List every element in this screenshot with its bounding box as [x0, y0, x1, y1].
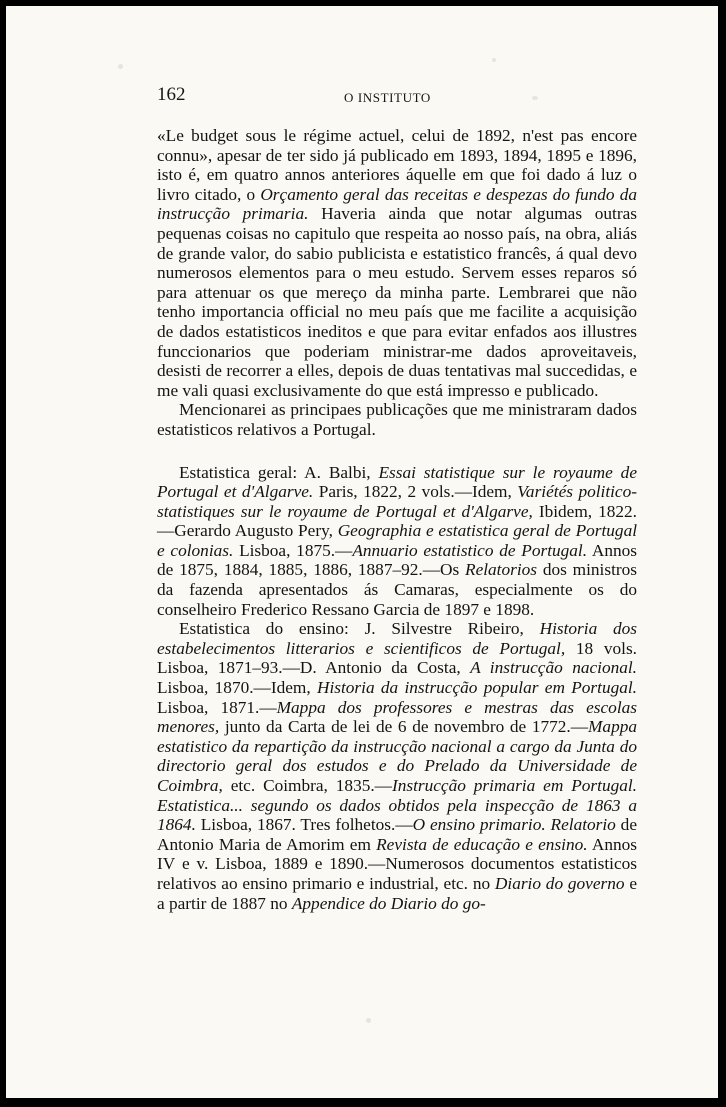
italic-title: Relatorios: [465, 560, 538, 580]
italic-title: Mappa dos professores e mestras das escolas menores,: [157, 697, 637, 737]
text-run: Estatistica geral: A. Balbi,: [179, 462, 379, 482]
italic-title: Mappa estatistico da repartição da instrucção nacional a cargo da Junta do directorio geral dos estudos e do Prelado da Universidade de Coimbra,: [157, 717, 637, 795]
text-run: Mencionarei as principaes publicações que me ministraram dados estatisticos relativos a Portugal.: [157, 400, 637, 439]
text-run: Ibidem, 1822.—Gerardo Augusto Pery,: [157, 501, 637, 541]
running-head: O INSTITUTO: [344, 90, 431, 105]
text-run: Lisboa, 1871.—: [157, 697, 277, 717]
book-page: [6, 6, 718, 1098]
italic-title: A instrucção nacional.: [470, 658, 637, 678]
italic-title: Historia da instrucção popular em Portugal.: [316, 678, 637, 698]
page-header: [157, 84, 637, 110]
text-run: etc. Coimbra, 1835.—: [222, 776, 392, 795]
italic-title: Instrucção primaria em Portugal. Estatistica... segundo os dados obtidos pela inspecção de 1863 a 1864.: [157, 776, 637, 835]
text-run: Lisboa, 1875.—: [233, 540, 353, 560]
paragraph-estatistica-geral: [157, 463, 637, 620]
text-run: 18 vols. Lisboa, 1871–93.—D. Antonio da Costa,: [157, 638, 637, 678]
roman-numeral: IV: [157, 854, 176, 874]
paragraph-publications-intro: [157, 400, 637, 439]
text-run: Paris, 1822, 2 vols.—Idem,: [313, 482, 518, 502]
italic-title: Historia dos estabelecimentos litterarios e scientificos de Portugal,: [157, 619, 637, 658]
italic-title: Geographia e estatistica geral de Portugal e colonias.: [157, 521, 638, 560]
italic-title: Diario do governo: [494, 873, 625, 893]
italic-title: Orçamento geral das receitas e despezas do fundo da instrucção primaria.: [157, 184, 637, 224]
italic-title: Appendice do Diario do go-: [291, 893, 486, 913]
paper-speck: [366, 1018, 371, 1023]
italic-title: Essai statistique sur le royaume de Portugal et d'Algarve.: [157, 462, 637, 502]
paragraph-estatistica-ensino: [157, 619, 637, 913]
text-run: Annos: [587, 834, 637, 854]
italic-title: Revista de educação e ensino.: [376, 834, 588, 854]
paragraph-budget-note: [157, 126, 637, 400]
text-run: Lisboa, 1867. Tres folhetos.—: [195, 815, 413, 835]
text-run: e v. Lisboa, 1889 e 1890.—Numerosos documentos estatisticos relativos ao ensino primario e industrial, etc. no: [157, 854, 637, 893]
italic-title: Variétés politico-statistiques sur le royaume de Portugal et d'Algarve,: [157, 482, 638, 521]
italic-title: Annuario estatistico de Portugal.: [352, 540, 588, 560]
text-run: junto da Carta de lei de 6 de novembro de 1772.—: [219, 717, 589, 737]
text-run: Estatistica do ensino: J. Silvestre Ribeiro,: [179, 619, 540, 639]
text-run: Annos de 1875, 1884, 1885, 1886, 1887–92.—Os: [157, 540, 637, 580]
text-run: Haveria ainda que notar algumas outras pequenas coisas no capitulo que respeita ao nosso país, na obra, aliás de grande valor, do sabio publicista e estatistico francês, á qual devo numerosos elementos para o meu estudo. Servem esses reparos só para attenuar os que mereço da minha parte. Lembrarei que não tenho importancia official no meu país que me facilite a acquisição de dados estatisticos ineditos e que para evitar enfados aos illustres funccionarios que poderiam ministrar-me dados aproveitaveis, desisti de recorrer a elles, depois de duas tentativas mal succedidas, e me vali quasi exclusivamente do que está impresso e publicado.: [157, 204, 637, 400]
text-run: dos ministros da fazenda apresentados ás Camaras, especialmente os do conselheiro Frederico Ressano Garcia de 1897 e 1898.: [157, 560, 637, 619]
page-number: 162: [157, 84, 186, 105]
paper-speck: [492, 58, 496, 62]
italic-title: O ensino primario. Relatorio: [412, 815, 616, 835]
text-run: Lisboa, 1870.—Idem,: [157, 678, 317, 698]
paper-speck: [118, 64, 123, 69]
text-run: e a partir de 1887 no: [157, 873, 638, 913]
text-run: «Le budget sous le régime actuel, celui de 1892, n'est pas encore connu», apesar de ter sido já publicado em 1893, 1894, 1895 e 1896, isto é, em quatro annos anteriores áquelle em que foi dado á luz o livro citado, o: [157, 126, 637, 204]
text-run: de Antonio Maria de Amorim em: [157, 815, 637, 854]
body-text: [157, 126, 637, 913]
